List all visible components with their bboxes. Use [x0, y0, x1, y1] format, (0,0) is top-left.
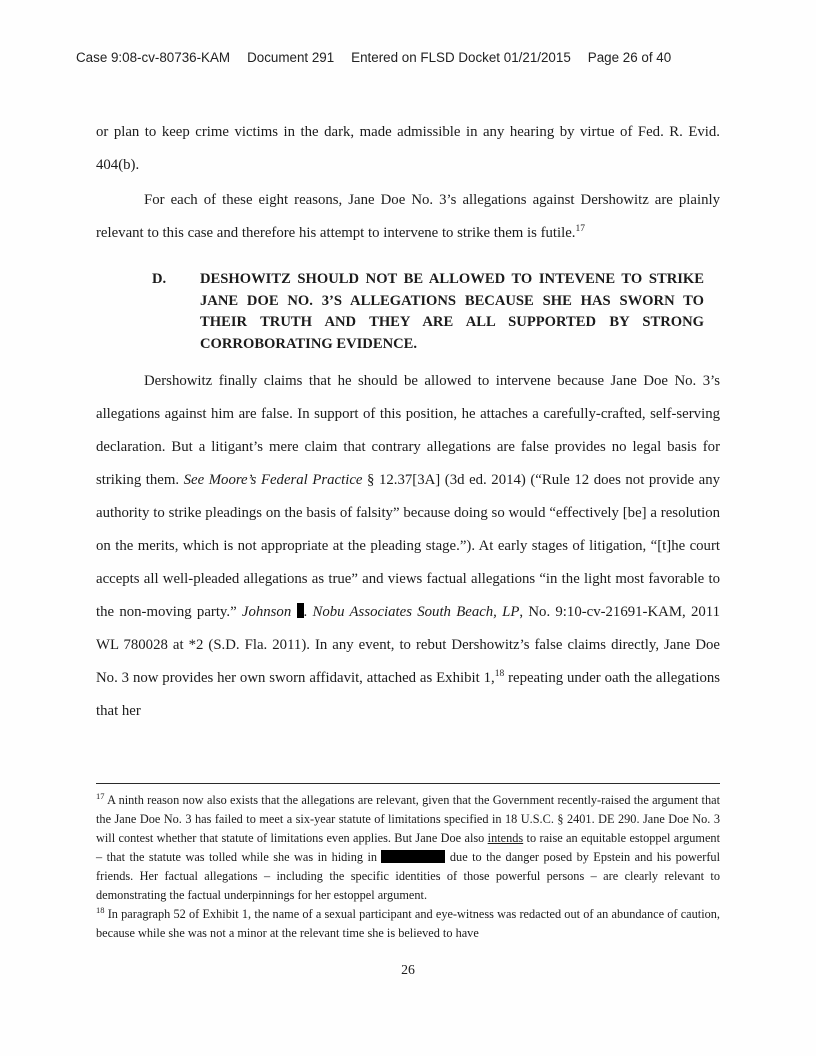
page-number: 26 [401, 962, 415, 977]
redaction-mark [297, 603, 304, 618]
redaction-box [381, 850, 445, 863]
header-page-of: Page 26 of 40 [587, 50, 672, 65]
paragraph-text: or plan to keep crime victims in the dark, made admissible in any hearing by virtue of Fed. R. Evid. 404(b). [96, 124, 720, 173]
footnote-ref-17: 17 [575, 224, 586, 235]
paragraph-text: Dershowitz finally claims that he should be allowed to intervene because Jane Doe No. 3’s allegations against him are false. In support of this position, he attaches a carefully-crafted, self-serving declaration. But a litigant’s mere claim that contrary allegations are false provides no legal basis for striking them. [96, 373, 720, 488]
footnote-text: In paragraph 52 of Exhibit 1, the name of a sexual participant and eye-witness was redacted out of an abundance of caution, because while she was not a minor at the relevant time she is believed to have [96, 907, 720, 940]
footnote-text: due to the danger posed by Epstein and his powerful friends. Her factual allegations – including the specific identities of those powerful persons – are clearly relevant to demonstrating the factual underpinnings for her estoppel argument. [96, 850, 720, 902]
paragraph-text: § 12.37[3A] (3d ed. 2014) (“Rule 12 does not provide any authority to strike pleadings on the basis of falsity” because doing so would “effectively [be] a resolution on the merits, which is not appropriate at the pleading stage.”). At early stages of litigation, “[t]he court accepts all well-pleaded allegations as true” and views factual allegations “in the light most favorable to the non-moving party.” [96, 472, 720, 620]
paragraph-text: , No. 9:10-cv-21691-KAM, 2011 WL 780028 at *2 (S.D. Fla. 2011). In any event, to rebut Dershowitz’s false claims directly, Jane Doe No. 3 now provides her own sworn affidavit, attached as Exhibit 1, [96, 604, 720, 686]
paragraph [96, 184, 720, 250]
citation-nobu: Nobu Associates South Beach, LP [307, 604, 520, 620]
paragraph-text: . [303, 604, 308, 620]
paragraph [96, 365, 720, 728]
footnote-text: A ninth reason now also exists that the allegations are relevant, given that the Government recently-raised the argument that the Jane Doe No. 3 has failed to meet a six-year statute of limitations specified in 18 U.S.C. § 2401. DE 290. Jane Doe No. 3 will contest whether that statute of limitations even applies. But Jane Doe also [96, 793, 720, 845]
document-body [96, 116, 720, 728]
paragraph-text: repeating under oath the allegations that her [96, 670, 720, 719]
citation-moores: See Moore’s Federal Practice [183, 472, 363, 488]
footnote-ref-18: 18 [494, 669, 505, 680]
citation-johnson: Johnson [241, 604, 292, 620]
section-heading [96, 269, 720, 355]
footnote-number: 18 [96, 904, 105, 915]
header-entered-date: Entered on FLSD Docket 01/21/2015 [351, 50, 571, 65]
header-document-number: Document 291 [247, 50, 335, 65]
footnote-17 [96, 791, 720, 905]
case-header [76, 50, 756, 65]
paragraph-text: For each of these eight reasons, Jane Doe No. 3’s allegations against Dershowitz are plainly relevant to this case and therefore his attempt to intervene to strike them is futile. [96, 192, 720, 241]
footnotes-section [96, 783, 720, 943]
section-label: D. [152, 271, 167, 287]
header-case-number: Case 9:08-cv-80736-KAM [76, 50, 231, 65]
footnote-text: to raise an equitable estoppel argument – that the statute was tolled while she was in hiding in [96, 831, 720, 864]
section-title: DESHOWITZ SHOULD NOT BE ALLOWED TO INTEVENE TO STRIKE JANE DOE NO. 3’S ALLEGATIONS BECAUSE SHE HAS SWORN TO THEIR TRUTH AND THEY ARE ALL SUPPORTED BY STRONG CORROBORATING EVIDENCE. [200, 271, 704, 352]
footnote-18 [96, 905, 720, 943]
paragraph-continuation [96, 116, 720, 182]
footnote-number: 17 [96, 790, 105, 801]
footnote-underlined-text: intends [487, 831, 524, 845]
